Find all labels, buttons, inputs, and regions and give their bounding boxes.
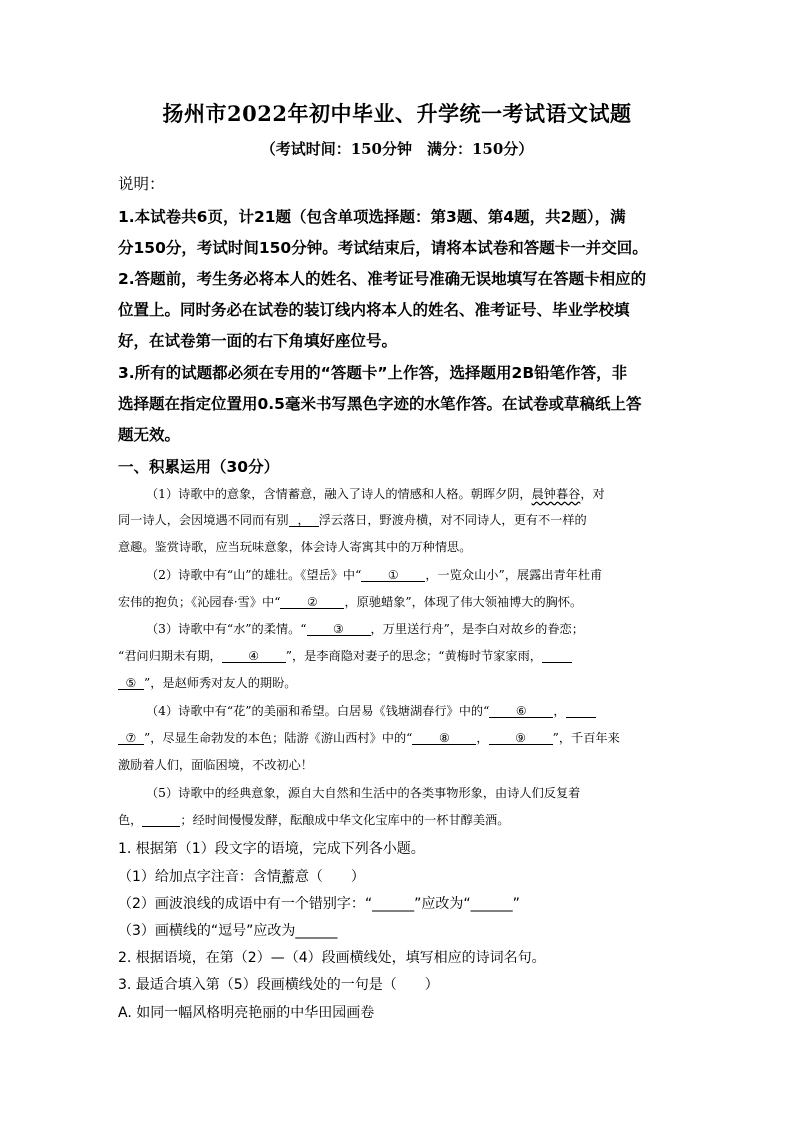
answer-blank[interactable]: ⑤ <box>118 677 144 690</box>
passage-text: ， <box>553 704 566 718</box>
answer-blank[interactable] <box>542 650 572 663</box>
passage-text: ”，是李商隐对妻子的思念；“黄梅时节家家雨， <box>285 649 542 663</box>
passage-line <box>146 702 596 719</box>
passage-line <box>118 811 509 828</box>
section-heading: 一、积累运用（30分） <box>118 458 280 476</box>
wavy-idiom: 晨钟暮谷 <box>531 487 581 501</box>
answer-blank[interactable]: ⑨ <box>489 732 553 745</box>
passage-text: ，一览众山小”，展露出青年杜甫 <box>425 568 603 582</box>
instruction-line: 题无效。 <box>118 426 181 444</box>
passage-line <box>146 620 584 637</box>
question-1-1 <box>118 866 365 886</box>
instruction-line: 3.所有的试题都必须在专用的“答题卡”上作答，选择题用2B铅笔作答，非 <box>118 364 628 382</box>
option-a[interactable]: A. 如同一幅风格明亮艳丽的中华田园画卷 <box>118 1005 375 1021</box>
instruction-line: 分150分，考试时间150分钟。考试结束后，请将本试卷和答题卡一并交回。 <box>118 239 648 257</box>
question-1-2: （2）画波浪线的成语中有一个错别字：“______”应改为“______” <box>118 896 520 912</box>
page-title: 扬州市2022年初中毕业、升学统一考试语文试题 <box>162 101 632 126</box>
passage-text: ，原驰蜡象”，体现了伟大领袖博大的胸怀。 <box>344 595 583 609</box>
passage-text: （3）诗歌中有“水”的柔情。“ <box>146 622 307 636</box>
answer-blank[interactable] <box>142 814 180 827</box>
passage-text: （2）诗歌中有“山”的雄壮。《望岳》中“ <box>146 568 362 582</box>
question-1: 1. 根据第（1）段文字的语境，完成下列各小题。 <box>118 841 425 857</box>
passage-text: 色， <box>118 813 143 827</box>
answer-blank[interactable]: ① <box>361 569 425 582</box>
passage-text: （1）诗歌中的意象，含情蓄意，融入了诗人的情感和人格。朝晖夕阴， <box>146 487 532 501</box>
passage-line <box>146 566 602 583</box>
passage-line <box>118 593 582 610</box>
passage-text: ，万里送行舟”，是李白对故乡的眷恋； <box>370 622 584 636</box>
passage-text: ，对 <box>580 487 605 501</box>
passage-line <box>118 674 296 691</box>
instruction-line: 1.本试卷共6页，计21题（包含单项选择题：第3题、第4题，共2题），满 <box>118 208 626 226</box>
question-1-3: （3）画横线的“逗号”应改为______ <box>118 923 338 939</box>
passage-text: 宏伟的抱负；《沁园春·雪》中“ <box>118 595 281 609</box>
passage-text: ； <box>180 813 193 827</box>
passage-text: ”，千百年来 <box>552 731 620 745</box>
exam-time-score: （考试时间：150分钟 满分：150分） <box>260 140 534 158</box>
passage-text: ， <box>476 731 489 745</box>
passage-line <box>118 729 620 746</box>
dotted-character: 蓄 <box>280 869 295 885</box>
passage-text: “君问归期未有期， <box>118 649 222 663</box>
instruction-line: 位置上。同时务必在试卷的装订线内将本人的姓名、准考证号、毕业学校填 <box>118 301 630 319</box>
answer-blank[interactable]: ④ <box>222 650 286 663</box>
answer-blank[interactable]: ⑦ <box>118 732 144 745</box>
answer-blank[interactable]: ② <box>280 596 344 609</box>
question-2: 2. 根据语境，在第（2）—（4）段画横线处，填写相应的诗词名句。 <box>118 950 546 966</box>
answer-blank[interactable]: ⑧ <box>412 732 476 745</box>
question-text: （1）给加点字注音：含情 <box>118 869 281 885</box>
passage-line: （5）诗歌中的经典意象，源自大自然和生活中的各类事物形象，由诗人们反复着 <box>146 786 581 800</box>
passage-text: 浮云落日，野渡舟横，对不同诗人，更有不一样的 <box>318 513 587 527</box>
instructions-heading: 说明： <box>118 175 165 193</box>
passage-line: 激励着人们，面临困境，不改初心！ <box>118 758 313 772</box>
passage-text: （4）诗歌中有“花”的美丽和希望。白居易《钱塘湖春行》中的“ <box>146 704 490 718</box>
instruction-line: 2.答题前，考生务必将本人的姓名、准考证号准确无误地填写在答题卡相应的 <box>118 270 647 288</box>
question-text: 意（ ） <box>294 869 365 885</box>
instruction-line: 好，在试卷第一面的右下角填好座位号。 <box>118 332 398 350</box>
question-3: 3. 最适合填入第（5）段画横线处的一句是（ ） <box>118 977 439 993</box>
passage-text: 经时间慢慢发酵，酝酿成中华文化宝库中的一杯甘醇美酒。 <box>192 813 510 827</box>
answer-blank[interactable]: ⑥ <box>489 705 553 718</box>
passage-line <box>146 485 605 502</box>
passage-text: ”，尽显生命勃发的本色；陆游《游山西村》中的“ <box>144 731 413 745</box>
answer-blank[interactable] <box>566 705 596 718</box>
passage-text: ”，是赵师秀对友人的期盼。 <box>144 676 297 690</box>
passage-line: 意趣。鉴赏诗歌，应当玩味意象，体会诗人寄寓其中的万种情思。 <box>118 540 472 554</box>
answer-blank[interactable]: ③ <box>307 623 371 636</box>
passage-text: 同一诗人，会因境遇不同而有别 <box>118 513 289 527</box>
passage-line <box>118 647 572 664</box>
instruction-line: 选择题在指定位置用0.5毫米书写黑色字迹的水笔作答。在试卷或草稿纸上答 <box>118 395 642 413</box>
underlined-comma: ， <box>289 514 319 527</box>
passage-line <box>118 511 587 528</box>
